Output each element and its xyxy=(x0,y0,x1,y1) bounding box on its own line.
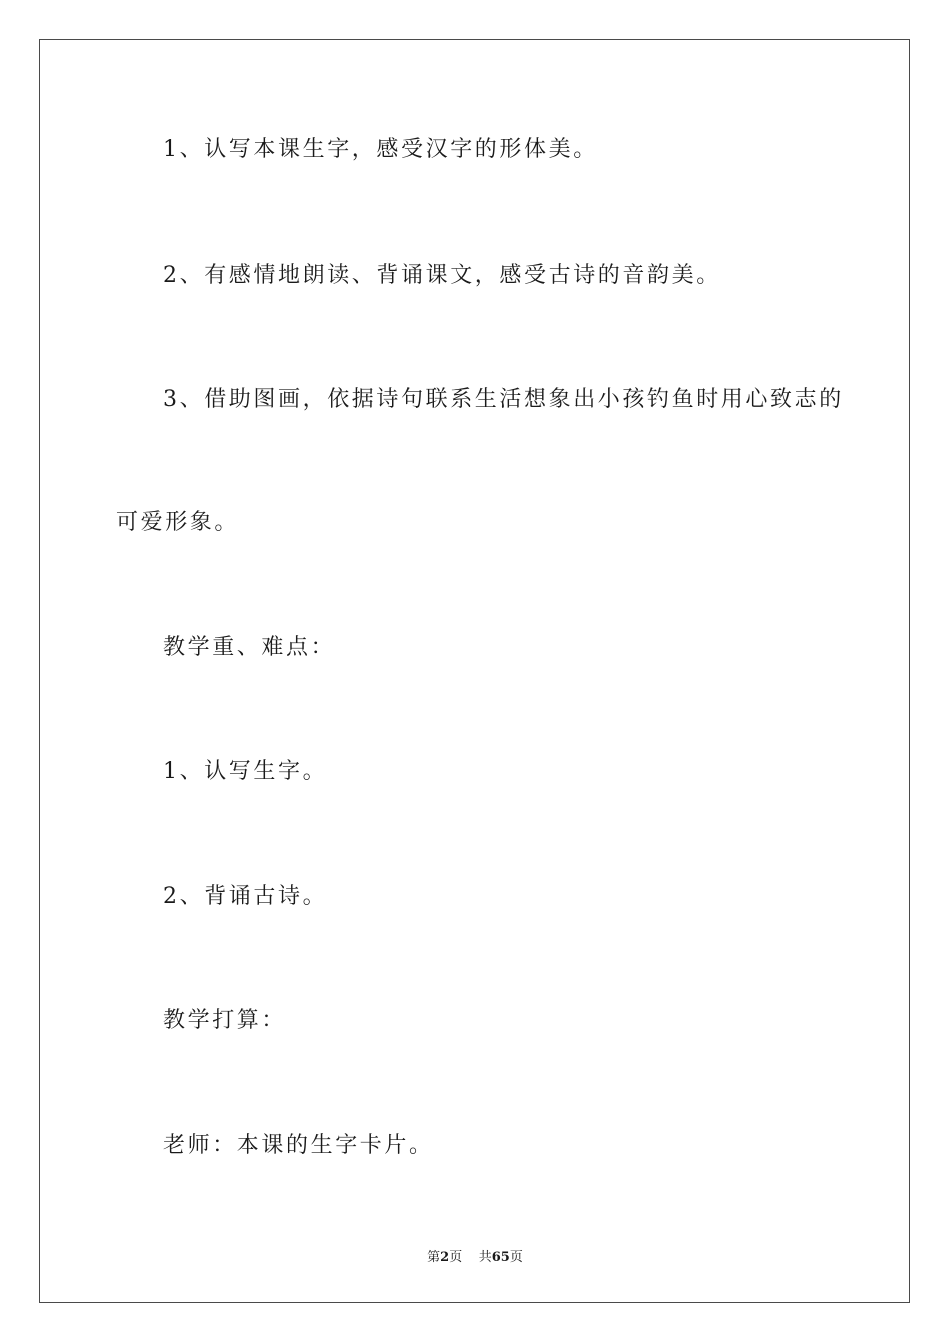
teacher-preparation: 老师：本课的生字卡片。 xyxy=(163,1133,434,1158)
total-suffix: 页 xyxy=(509,1250,523,1265)
preparation-heading: 教学打算： xyxy=(163,1008,287,1033)
objective-1: 1、认写本课生字，感受汉字的形体美。 xyxy=(163,137,598,162)
page-footer xyxy=(0,1246,950,1265)
total-prefix: 共 xyxy=(478,1250,492,1265)
key-points-heading: 教学重、难点： xyxy=(163,635,336,660)
objective-3-continued: 可爱形象。 xyxy=(116,510,240,535)
page-number: 2 xyxy=(440,1250,450,1265)
page-prefix: 第 xyxy=(427,1250,441,1265)
total-pages: 65 xyxy=(491,1250,510,1265)
key-point-2: 2、背诵古诗。 xyxy=(163,884,328,909)
page-suffix: 页 xyxy=(449,1250,463,1265)
page-frame xyxy=(39,39,910,1303)
key-point-1: 1、认写生字。 xyxy=(163,759,328,784)
objective-3: 3、借助图画，依据诗句联系生活想象出小孩钓鱼时用心致志的 xyxy=(163,387,844,412)
objective-2: 2、有感情地朗读、背诵课文，感受古诗的音韵美。 xyxy=(163,263,721,288)
